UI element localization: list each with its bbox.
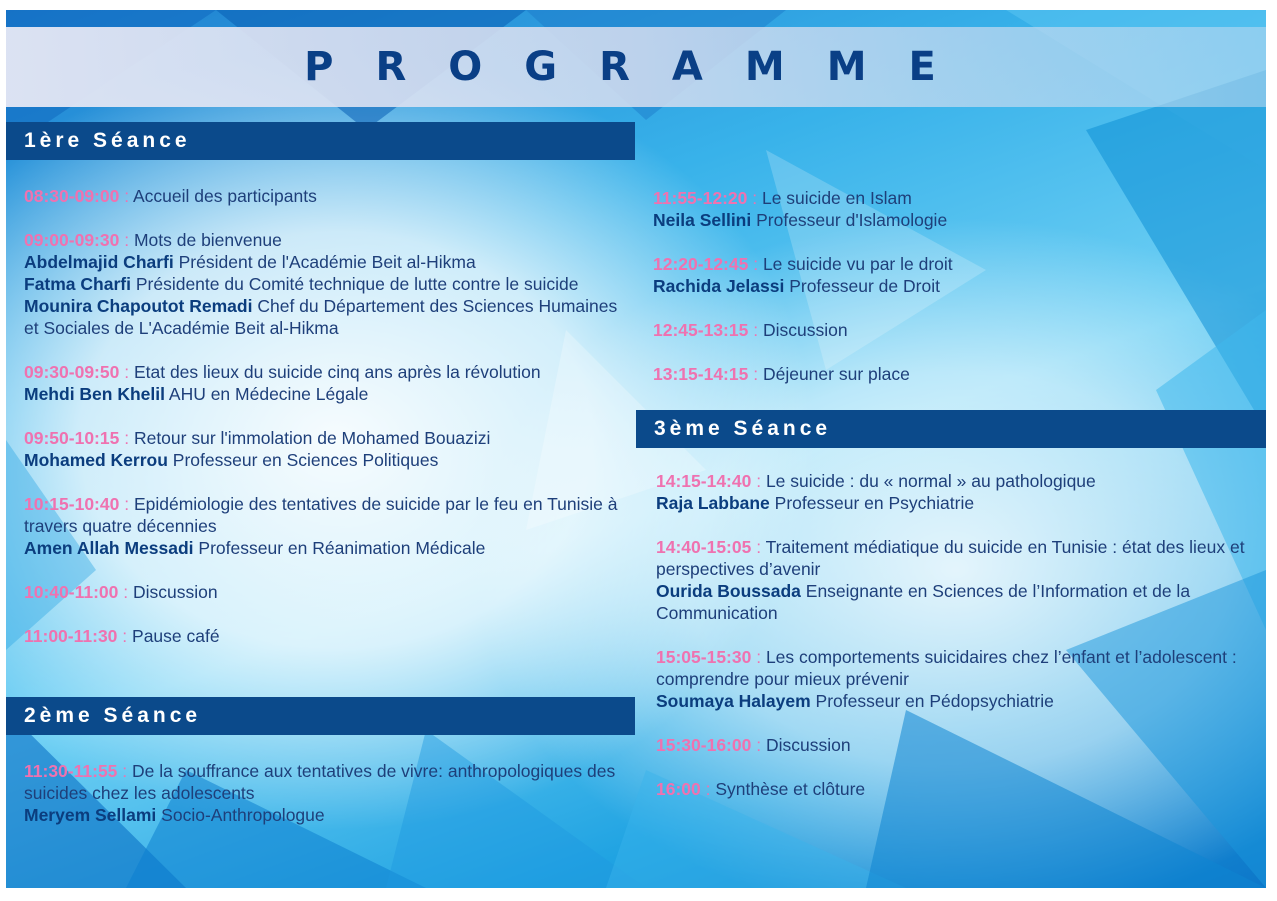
session-title: Synthèse et clôture xyxy=(715,779,866,799)
schedule-item: 12:45-13:15 : Discussion xyxy=(653,320,848,340)
speaker-role: Professeur d'Islamologie xyxy=(756,210,948,230)
schedule-item: 14:40-15:05 : Traitement médiatique du suicide en Tunisie : état des lieux et perspectives d’avenir Ourida Boussada Enseignante en Sciences de l’Information et de la Communication xyxy=(656,536,1260,624)
speaker-line xyxy=(24,383,619,405)
time-slot: 16:00 xyxy=(656,779,701,799)
seance-1-header: 1ère Séance xyxy=(6,122,635,160)
speaker-role: Socio-Anthropologue xyxy=(161,805,325,825)
schedule-item: 08:30-09:00 : Accueil des participants xyxy=(24,186,317,206)
schedule-item: 11:30-11:55 : De la souffrance aux tentatives de vivre: anthropologiques des suicides chez les adolescents Meryem Sellami Socio-Anthropologue xyxy=(24,760,619,826)
time-slot: 11:55-12:20 xyxy=(653,188,748,208)
session-title: Etat des lieux du suicide cinq ans après la révolution xyxy=(133,362,541,382)
schedule-item: 10:15-10:40 : Epidémiologie des tentatives de suicide par le feu en Tunisie à travers quatre décennies Amen Allah Messadi Professeur en Réanimation Médicale xyxy=(24,494,618,558)
session-title: Discussion xyxy=(765,735,851,755)
session-title: Les comportements suicidaires chez l’enfant et l’adolescent : comprendre pour mieux prévenir xyxy=(656,647,1237,689)
time-slot: 09:30-09:50 xyxy=(24,362,120,382)
time-slot: 14:15-14:40 xyxy=(656,471,752,491)
schedule-item: 10:40-11:00 : Discussion xyxy=(24,582,218,602)
speaker-role: Chef du Département des Sciences Humaines et Sociales de L'Académie Beit al-Hikma xyxy=(24,296,618,338)
session-title: Mots de bienvenue xyxy=(133,230,282,250)
speaker-name: Raja Labbane xyxy=(656,493,770,513)
speaker-line xyxy=(24,295,619,339)
speaker-role: Présidente du Comité technique de lutte contre le suicide xyxy=(135,274,579,294)
speaker-name: Mounira Chapoutot Remadi xyxy=(24,296,253,316)
schedule-item: 16:00 : Synthèse et clôture xyxy=(656,779,866,799)
time-slot: 10:15-10:40 xyxy=(24,494,120,514)
speaker-name: Mohamed Kerrou xyxy=(24,450,168,470)
speaker-name: Meryem Sellami xyxy=(24,805,157,825)
programme-poster xyxy=(6,10,1266,888)
speaker-role: AHU en Médecine Légale xyxy=(168,384,369,404)
seance-3-header: 3ème Séance xyxy=(636,410,1266,448)
session-title: Discussion xyxy=(762,320,848,340)
seance-2-items-right xyxy=(653,187,1253,407)
speaker-name: Rachida Jelassi xyxy=(653,276,785,296)
session-title: Traitement médiatique du suicide en Tunisie : état des lieux et perspectives d’avenir xyxy=(656,537,1245,579)
speaker-role: Professeur de Droit xyxy=(789,276,940,296)
speaker-line xyxy=(653,275,1253,297)
schedule-item: 09:00-09:30 : Mots de bienvenue Abdelmajid Charfi Président de l'Académie Beit al-Hikma Fatma Charfi Présidente du Comité technique de lutte contre le suicide Mounira Chapoutot Remadi Chef du Département des Sciences Humaines et Sociales de L'Académie Beit al-Hikma xyxy=(24,230,618,338)
speaker-name: Soumaya Halayem xyxy=(656,691,811,711)
session-title: Epidémiologie des tentatives de suicide par le feu en Tunisie à travers quatre décennies xyxy=(24,494,618,536)
schedule-item: 11:55-12:20 : Le suicide en Islam Neila Sellini Professeur d'Islamologie xyxy=(653,187,1253,231)
session-title: Le suicide : du « normal » au pathologique xyxy=(765,471,1096,491)
time-slot: 14:40-15:05 xyxy=(656,537,752,557)
time-slot: 10:40-11:00 xyxy=(24,582,119,602)
schedule-item: 11:00-11:30 : Pause café xyxy=(24,626,220,646)
time-slot: 09:50-10:15 xyxy=(24,428,120,448)
time-slot: 13:15-14:15 xyxy=(653,364,749,384)
speaker-line xyxy=(656,492,1260,514)
speaker-role: Professeur en Sciences Politiques xyxy=(172,450,439,470)
speaker-name: Mehdi Ben Khelil xyxy=(24,384,165,404)
time-slot: 11:00-11:30 xyxy=(24,626,118,646)
session-title: Déjeuner sur place xyxy=(762,364,910,384)
session-title: Accueil des participants xyxy=(132,186,317,206)
speaker-line xyxy=(656,690,1260,712)
speaker-name: Neila Sellini xyxy=(653,210,752,230)
session-title: Le suicide vu par le droit xyxy=(762,254,953,274)
time-slot: 15:05-15:30 xyxy=(656,647,752,667)
session-title: Le suicide en Islam xyxy=(761,188,912,208)
seance-2-items-left xyxy=(24,760,619,848)
speaker-role: Professeur en Réanimation Médicale xyxy=(198,538,486,558)
schedule-item: 09:50-10:15 : Retour sur l'immolation de Mohamed Bouazizi Mohamed Kerrou Professeur en Sciences Politiques xyxy=(24,427,619,471)
speaker-line xyxy=(24,449,619,471)
schedule-item: 15:05-15:30 : Les comportements suicidaires chez l’enfant et l’adolescent : comprendre pour mieux prévenir Soumaya Halayem Professeur en Pédopsychiatrie xyxy=(656,646,1260,712)
time-slot: 15:30-16:00 xyxy=(656,735,752,755)
time-slot: 11:30-11:55 xyxy=(24,761,118,781)
session-title: Retour sur l'immolation de Mohamed Bouazizi xyxy=(133,428,491,448)
speaker-line xyxy=(24,537,619,559)
speaker-line xyxy=(656,580,1260,624)
schedule-item: 14:15-14:40 : Le suicide : du « normal » au pathologique Raja Labbane Professeur en Psychiatrie xyxy=(656,470,1260,514)
speaker-name: Abdelmajid Charfi xyxy=(24,252,174,272)
time-slot: 08:30-09:00 xyxy=(24,186,120,206)
speaker-name: Amen Allah Messadi xyxy=(24,538,194,558)
speaker-role: Professeur en Pédopsychiatrie xyxy=(815,691,1054,711)
speaker-line xyxy=(24,804,619,826)
speaker-line xyxy=(24,251,619,273)
speaker-role: Enseignante en Sciences de l’Information et de la Communication xyxy=(656,581,1191,623)
schedule-item: 15:30-16:00 : Discussion xyxy=(656,735,851,755)
page-title: PROGRAMME xyxy=(304,44,978,90)
schedule-item: 13:15-14:15 : Déjeuner sur place xyxy=(653,364,910,384)
speaker-name: Fatma Charfi xyxy=(24,274,131,294)
schedule-item: 12:20-12:45 : Le suicide vu par le droit Rachida Jelassi Professeur de Droit xyxy=(653,253,1253,297)
seance-1-items xyxy=(24,185,619,669)
speaker-line xyxy=(653,209,1253,231)
schedule-item: 09:30-09:50 : Etat des lieux du suicide cinq ans après la révolution Mehdi Ben Khelil AHU en Médecine Légale xyxy=(24,361,619,405)
seance-3-items xyxy=(656,470,1260,822)
speaker-name: Ourida Boussada xyxy=(656,581,801,601)
speaker-line xyxy=(24,273,619,295)
speaker-role: Professeur en Psychiatrie xyxy=(774,493,975,513)
session-title: Discussion xyxy=(132,582,218,602)
speaker-role: Président de l'Académie Beit al-Hikma xyxy=(178,252,476,272)
session-title: De la souffrance aux tentatives de vivre: anthropologiques des suicides chez les adolescents xyxy=(24,761,616,803)
time-slot: 09:00-09:30 xyxy=(24,230,120,250)
time-slot: 12:20-12:45 xyxy=(653,254,749,274)
seance-2-header: 2ème Séance xyxy=(6,697,635,735)
time-slot: 12:45-13:15 xyxy=(653,320,749,340)
session-title: Pause café xyxy=(132,626,220,646)
